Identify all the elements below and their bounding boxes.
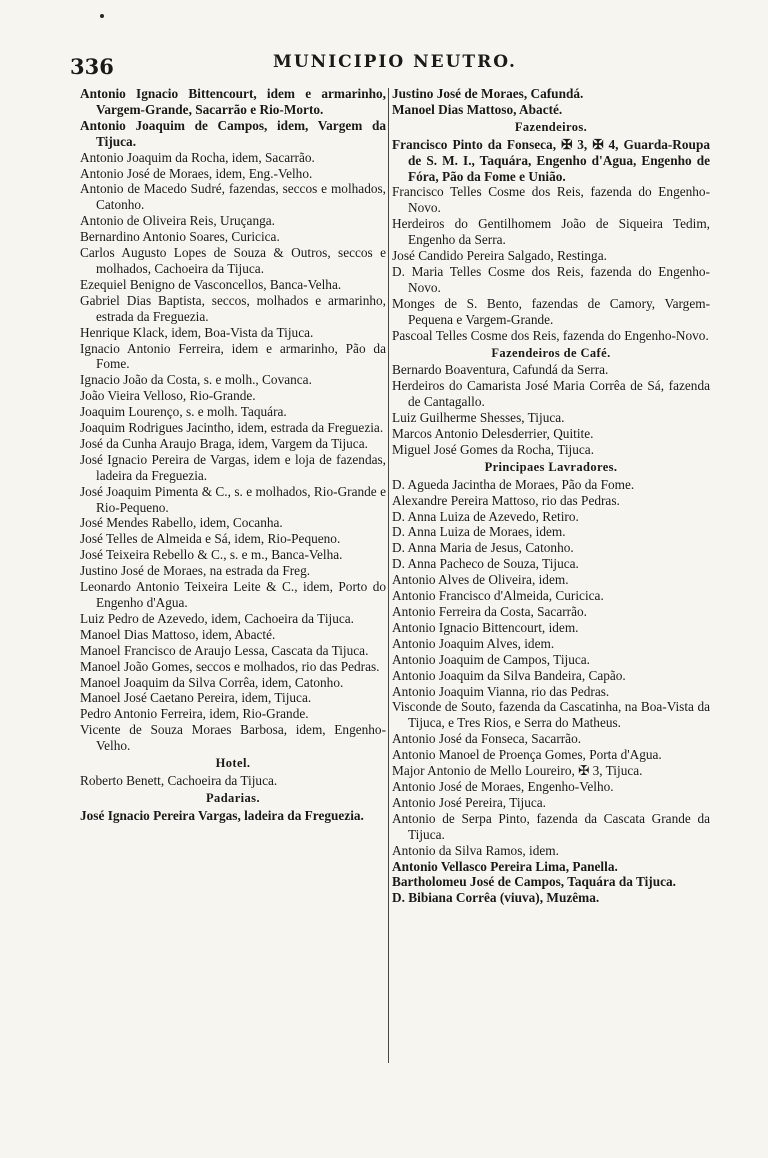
directory-entry: D. Maria Telles Cosme dos Reis, fazenda do Engenho-Novo.	[392, 263, 710, 295]
page-title: MUNICIPIO NEUTRO.	[273, 52, 517, 72]
directory-entry: Ignacio Antonio Ferreira, idem e armarinho, Pão da Fome.	[80, 340, 386, 372]
directory-entry: Herdeiros do Gentilhomem João de Siqueira Tedim, Engenho da Serra.	[392, 216, 710, 248]
directory-entry: Pascoal Telles Cosme dos Reis, fazenda do Engenho-Novo.	[392, 327, 709, 343]
directory-entry: José Mendes Rabello, idem, Cocanha.	[80, 515, 283, 531]
right-entry-list	[392, 86, 710, 118]
directory-entry: José Candido Pereira Salgado, Restinga.	[392, 248, 607, 264]
directory-entry: D. Anna Luiza de Moraes, idem.	[392, 524, 566, 540]
lavradores-entry-list	[392, 477, 710, 906]
directory-entry: Monges de S. Bento, fazendas de Camory, Vargem-Pequena e Vargem-Grande.	[392, 295, 710, 327]
directory-entry: Bernardo Boaventura, Cafundá da Serra.	[392, 362, 609, 378]
directory-entry: Antonio de Macedo Sudré, fazendas, seccos e molhados, Catonho.	[80, 181, 386, 213]
directory-entry: Alexandre Pereira Mattoso, rio das Pedras.	[392, 492, 620, 508]
directory-entry: Antonio José da Fonseca, Sacarrão.	[392, 731, 582, 747]
directory-entry: Justino José de Moraes, Cafundá.	[392, 86, 584, 101]
directory-entry: D. Anna Luiza de Azevedo, Retiro.	[392, 508, 579, 524]
directory-entry: Antonio Vellasco Pereira Lima, Panella.	[392, 858, 618, 874]
directory-entry: D. Anna Pacheco de Souza, Tijuca.	[392, 556, 579, 572]
hotel-entry-list	[80, 773, 386, 789]
directory-entry: D. Bibiana Corrêa (viuva), Muzêma.	[392, 890, 600, 906]
directory-entry: Manoel Dias Mattoso, Abacté.	[392, 101, 563, 117]
directory-entry: Antonio Ferreira da Costa, Sacarrão.	[392, 604, 587, 619]
directory-entry: Bartholomeu José de Campos, Taquára da Tijuca.	[392, 874, 676, 890]
directory-entry: Major Antonio de Mello Loureiro, ✠ 3, Tijuca.	[392, 763, 643, 779]
directory-entry: José Telles de Almeida e Sá, idem, Rio-Pequeno.	[80, 531, 341, 547]
directory-entry: Roberto Benett, Cachoeira da Tijuca.	[80, 772, 278, 788]
directory-entry: D. Anna Maria de Jesus, Catonho.	[392, 540, 574, 556]
directory-entry: Antonio Joaquim de Campos, Tijuca.	[392, 651, 590, 667]
directory-entry: Manoel Joaquim da Silva Corrêa, idem, Catonho.	[80, 674, 344, 690]
directory-entry: Miguel José Gomes da Rocha, Tijuca.	[392, 441, 595, 457]
padarias-entry-list	[80, 808, 386, 824]
padarias-heading: Padarias.	[206, 790, 260, 805]
directory-entry: Leonardo Antonio Teixeira Leite & C., idem, Porto do Engenho d'Agua.	[80, 579, 386, 610]
page-number: 336	[70, 54, 114, 79]
directory-entry: Antonio Joaquim da Silva Bandeira, Capão.	[392, 667, 626, 683]
directory-entry: D. Agueda Jacintha de Moraes, Pão da Fome.	[392, 476, 635, 492]
directory-entry: José Ignacio Pereira de Vargas, idem e loja de fazendas, ladeira da Freguezia.	[80, 451, 386, 483]
directory-entry: Herdeiros do Camarista José Maria Corrêa de Sá, fazenda de Cantagallo.	[392, 378, 710, 410]
directory-entry: Carlos Augusto Lopes de Souza & Outros, seccos e molhados, Cachoeira da Tijuca.	[80, 245, 386, 276]
directory-entry: Antonio da Silva Ramos, idem.	[392, 842, 559, 858]
directory-entry: Justino José de Moraes, na estrada da Freg.	[80, 563, 311, 579]
right-column	[392, 86, 710, 906]
column-divider	[388, 88, 389, 1063]
directory-entry: Joaquim Lourenço, s. e molh. Taquára.	[80, 404, 287, 420]
directory-entry: Manoel Dias Mattoso, idem, Abacté.	[80, 626, 276, 642]
directory-entry: Antonio José Pereira, Tijuca.	[392, 794, 547, 810]
directory-entry: Antonio José de Moraes, idem, Eng.-Velho.	[80, 165, 313, 181]
directory-entry: Antonio Joaquim Vianna, rio das Pedras.	[392, 683, 610, 699]
fazendeiros-heading: Fazendeiros.	[514, 119, 588, 134]
directory-entry: Antonio Joaquim Alves, idem.	[392, 635, 555, 651]
directory-entry: Antonio Alves de Oliveira, idem.	[392, 572, 569, 588]
directory-entry: Joaquim Rodrigues Jacintho, idem, estrada da Freguezia.	[80, 420, 384, 436]
directory-entry: Pedro Antonio Ferreira, idem, Rio-Grande.	[80, 706, 309, 722]
fazendeiros-entry-list	[392, 137, 710, 344]
directory-entry: Francisco Telles Cosme dos Reis, fazenda do Engenho-Novo.	[392, 184, 710, 216]
directory-entry: José da Cunha Araujo Braga, idem, Vargem da Tijuca.	[80, 435, 368, 451]
directory-entry: João Vieira Velloso, Rio-Grande.	[80, 388, 256, 404]
hotel-heading: Hotel.	[215, 756, 251, 771]
ink-speck	[100, 14, 104, 18]
directory-entry: Henrique Klack, idem, Boa-Vista da Tijuca.	[80, 324, 314, 340]
directory-entry: Antonio Ignacio Bittencourt, idem e armarinho, Vargem-Grande, Sacarrão e Rio-Morto.	[80, 86, 386, 117]
directory-entry: Antonio José de Moraes, Engenho-Velho.	[392, 778, 614, 794]
lavradores-heading: Principaes Lavradores.	[484, 459, 618, 474]
left-entry-list	[80, 86, 386, 754]
directory-entry: Antonio Joaquim da Rocha, idem, Sacarrão.	[80, 149, 315, 165]
directory-entry: Gabriel Dias Baptista, seccos, molhados e armarinho, estrada da Freguezia.	[80, 292, 386, 324]
left-column	[80, 86, 386, 824]
directory-entry: Ezequiel Benigno de Vasconcellos, Banca-Velha.	[80, 276, 342, 292]
cafe-heading: Fazendeiros de Café.	[491, 345, 611, 360]
directory-entry: Marcos Antonio Delesderrier, Quitite.	[392, 426, 594, 442]
directory-entry: Luiz Guilherme Shesses, Tijuca.	[392, 410, 565, 426]
directory-entry: Manoel Francisco de Araujo Lessa, Cascata da Tijuca.	[80, 642, 369, 658]
cafe-entry-list	[392, 362, 710, 457]
directory-entry: Luiz Pedro de Azevedo, idem, Cachoeira da Tijuca.	[80, 610, 354, 626]
directory-entry: Manoel José Caetano Pereira, idem, Tijuca.	[80, 690, 312, 706]
directory-entry: Antonio Ignacio Bittencourt, idem.	[392, 619, 579, 635]
directory-entry: Antonio de Oliveira Reis, Uruçanga.	[80, 213, 275, 229]
directory-entry: Antonio Manoel de Proença Gomes, Porta d'Agua.	[392, 747, 662, 763]
directory-entry: José Joaquim Pimenta & C., s. e molhados, Rio-Grande e Rio-Pequeno.	[80, 483, 386, 515]
directory-entry: Antonio Francisco d'Almeida, Curicica.	[392, 588, 604, 604]
directory-entry: Ignacio João da Costa, s. e molh., Covanca.	[80, 372, 312, 388]
directory-entry: José Teixeira Rebello & C., s. e m., Banca-Velha.	[80, 547, 343, 563]
directory-entry: Antonio Joaquim de Campos, idem, Vargem da Tijuca.	[80, 117, 386, 149]
directory-entry: Vicente de Souza Moraes Barbosa, idem, Engenho-Velho.	[80, 722, 386, 754]
directory-entry: Antonio de Serpa Pinto, fazenda da Cascata Grande da Tijuca.	[392, 810, 710, 842]
directory-entry: Bernardino Antonio Soares, Curicica.	[80, 229, 280, 245]
directory-entry: Visconde de Souto, fazenda da Cascatinha, na Boa-Vista da Tijuca, e Tres Rios, e Serra do Matheus.	[392, 699, 710, 731]
directory-entry: Francisco Pinto da Fonseca, ✠ 3, ✠ 4, Guarda-Roupa de S. M. I., Taquára, Engenho d'Agua, Engenho de Fóra, Pão da Fome e União.	[392, 136, 710, 184]
directory-entry: José Ignacio Pereira Vargas, ladeira da Freguezia.	[80, 807, 364, 823]
directory-entry: Manoel João Gomes, seccos e molhados, rio das Pedras.	[80, 658, 380, 674]
